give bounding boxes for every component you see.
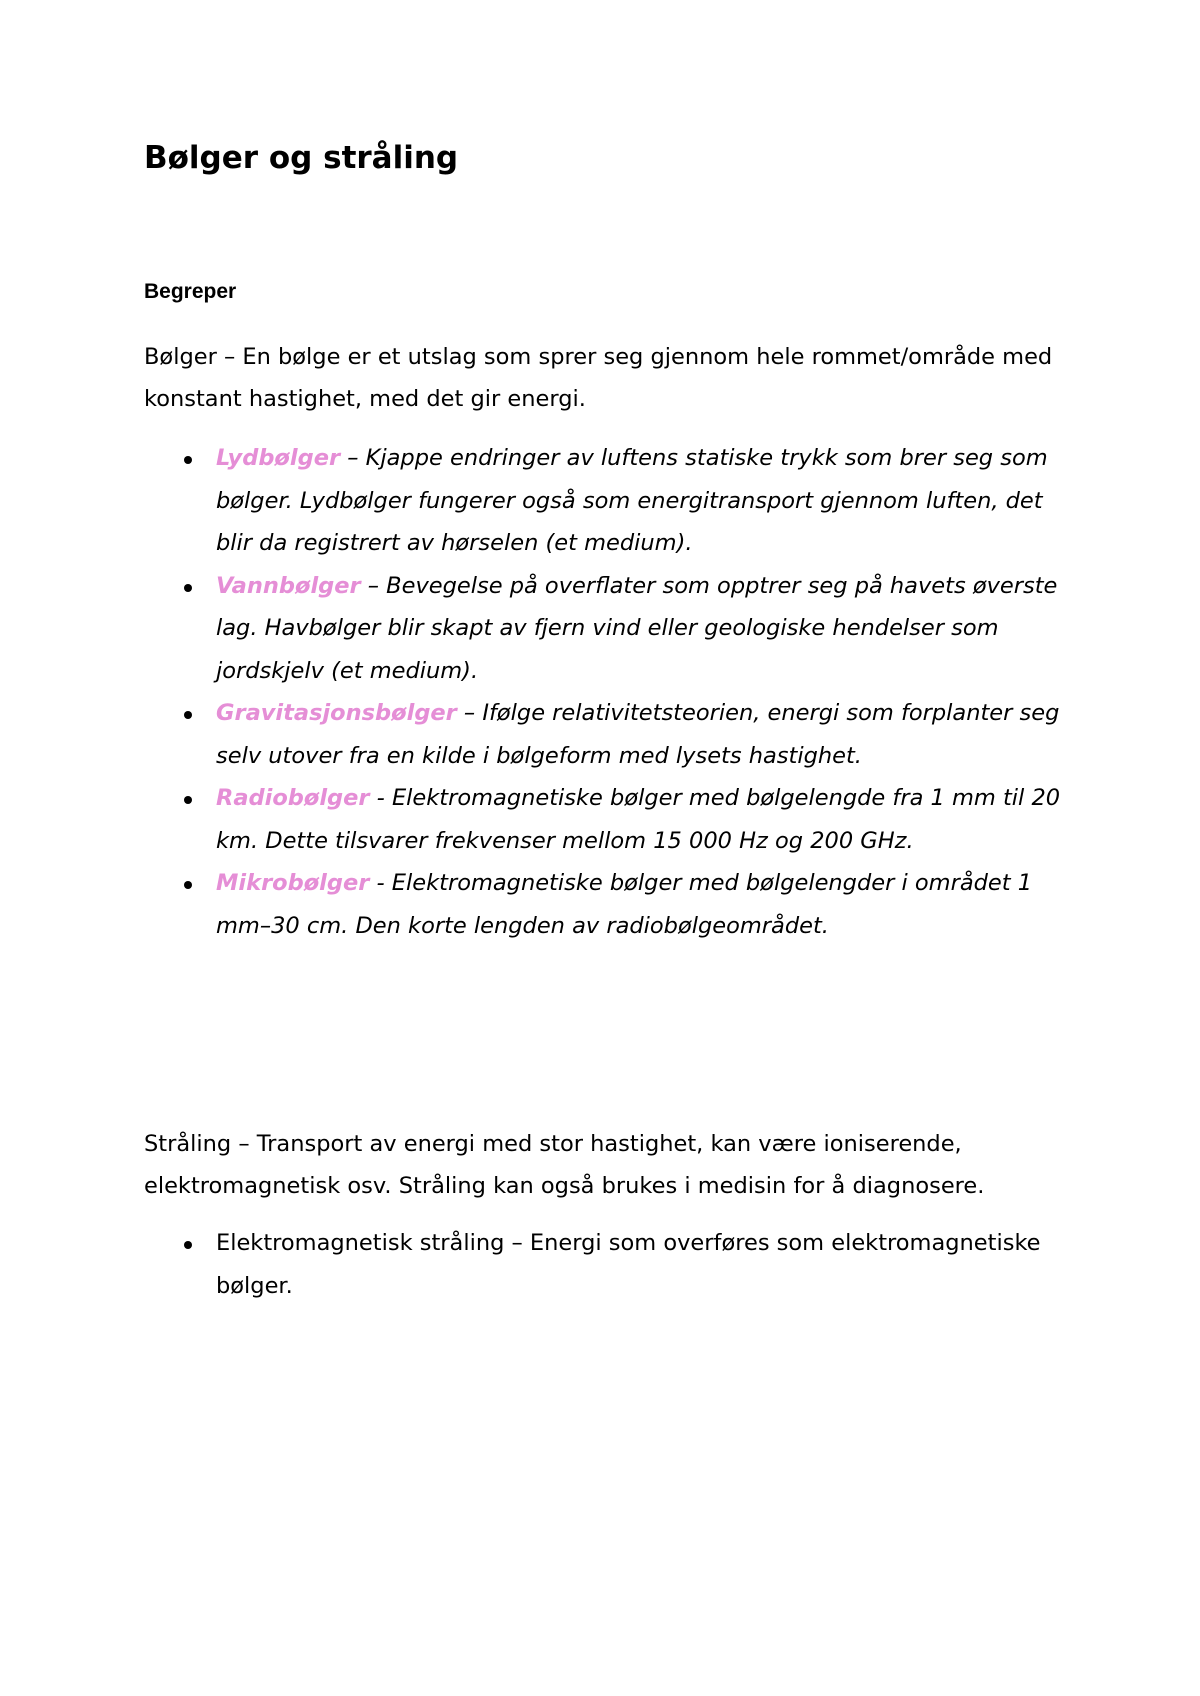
term-description: – Kjappe endringer av luftens statiske trykk som brer seg som bølger. Lydbølger fungerer også som energitransport gjennom luften, det blir da registrert av hørselen (et medium). <box>216 445 1048 556</box>
list-item <box>144 777 1084 862</box>
waves-definition: Bølger – En bølge er et utslag som sprer seg gjennom hele rommet/område med konstant hastighet, med det gir energi. <box>144 344 1053 412</box>
bullet-icon <box>184 796 192 804</box>
term-vannbolger: Vannbølger <box>216 572 361 599</box>
radiation-definition: Stråling – Transport av energi med stor hastighet, kan være ioniserende, elektromagnetisk osv. Stråling kan også brukes i medisin for å diagnosere. <box>144 1131 985 1199</box>
section-heading-begreper: Begreper <box>144 280 237 303</box>
term-description: – Ifølge relativitetsteorien, energi som forplanter seg selv utover fra en kilde i bølgeform med lysets hastighet. <box>216 700 1060 769</box>
term-description: - Elektromagnetiske bølger med bølgelengder i området 1 mm–30 cm. Den korte lengden av radiobølgeområdet. <box>216 870 1033 939</box>
bullet-icon <box>184 711 192 719</box>
term-description: – Bevegelse på overflater som opptrer seg på havets øverste lag. Havbølger blir skapt av fjern vind eller geologiske hendelser som jordskjelv (et medium). <box>216 572 1058 684</box>
list-item <box>144 437 1084 565</box>
wave-types-list <box>144 437 1084 947</box>
term-gravitasjonsbolger: Gravitasjonsbølger <box>216 700 457 726</box>
term-description: - Elektromagnetiske bølger med bølgelengde fra 1 mm til 20 km. Dette tilsvarer frekvenser mellom 15 000 Hz og 200 GHz. <box>216 785 1061 854</box>
radiation-type-text: Elektromagnetisk stråling – Energi som overføres som elektromagnetiske bølger. <box>216 1230 1041 1299</box>
list-item <box>144 565 1084 693</box>
list-item <box>144 692 1084 777</box>
list-item <box>144 862 1084 947</box>
list-item <box>144 1222 1084 1307</box>
bullet-icon <box>184 584 192 592</box>
bullet-icon <box>184 456 192 464</box>
bullet-icon <box>184 1241 192 1249</box>
radiation-types-list <box>144 1222 1084 1307</box>
term-lydbolger: Lydbølger <box>216 445 341 471</box>
document-title: Bølger og stråling <box>144 140 459 176</box>
bullet-icon <box>184 881 192 889</box>
term-radiobolger: Radiobølger <box>216 785 370 811</box>
term-mikrobolger: Mikrobølger <box>216 870 370 896</box>
